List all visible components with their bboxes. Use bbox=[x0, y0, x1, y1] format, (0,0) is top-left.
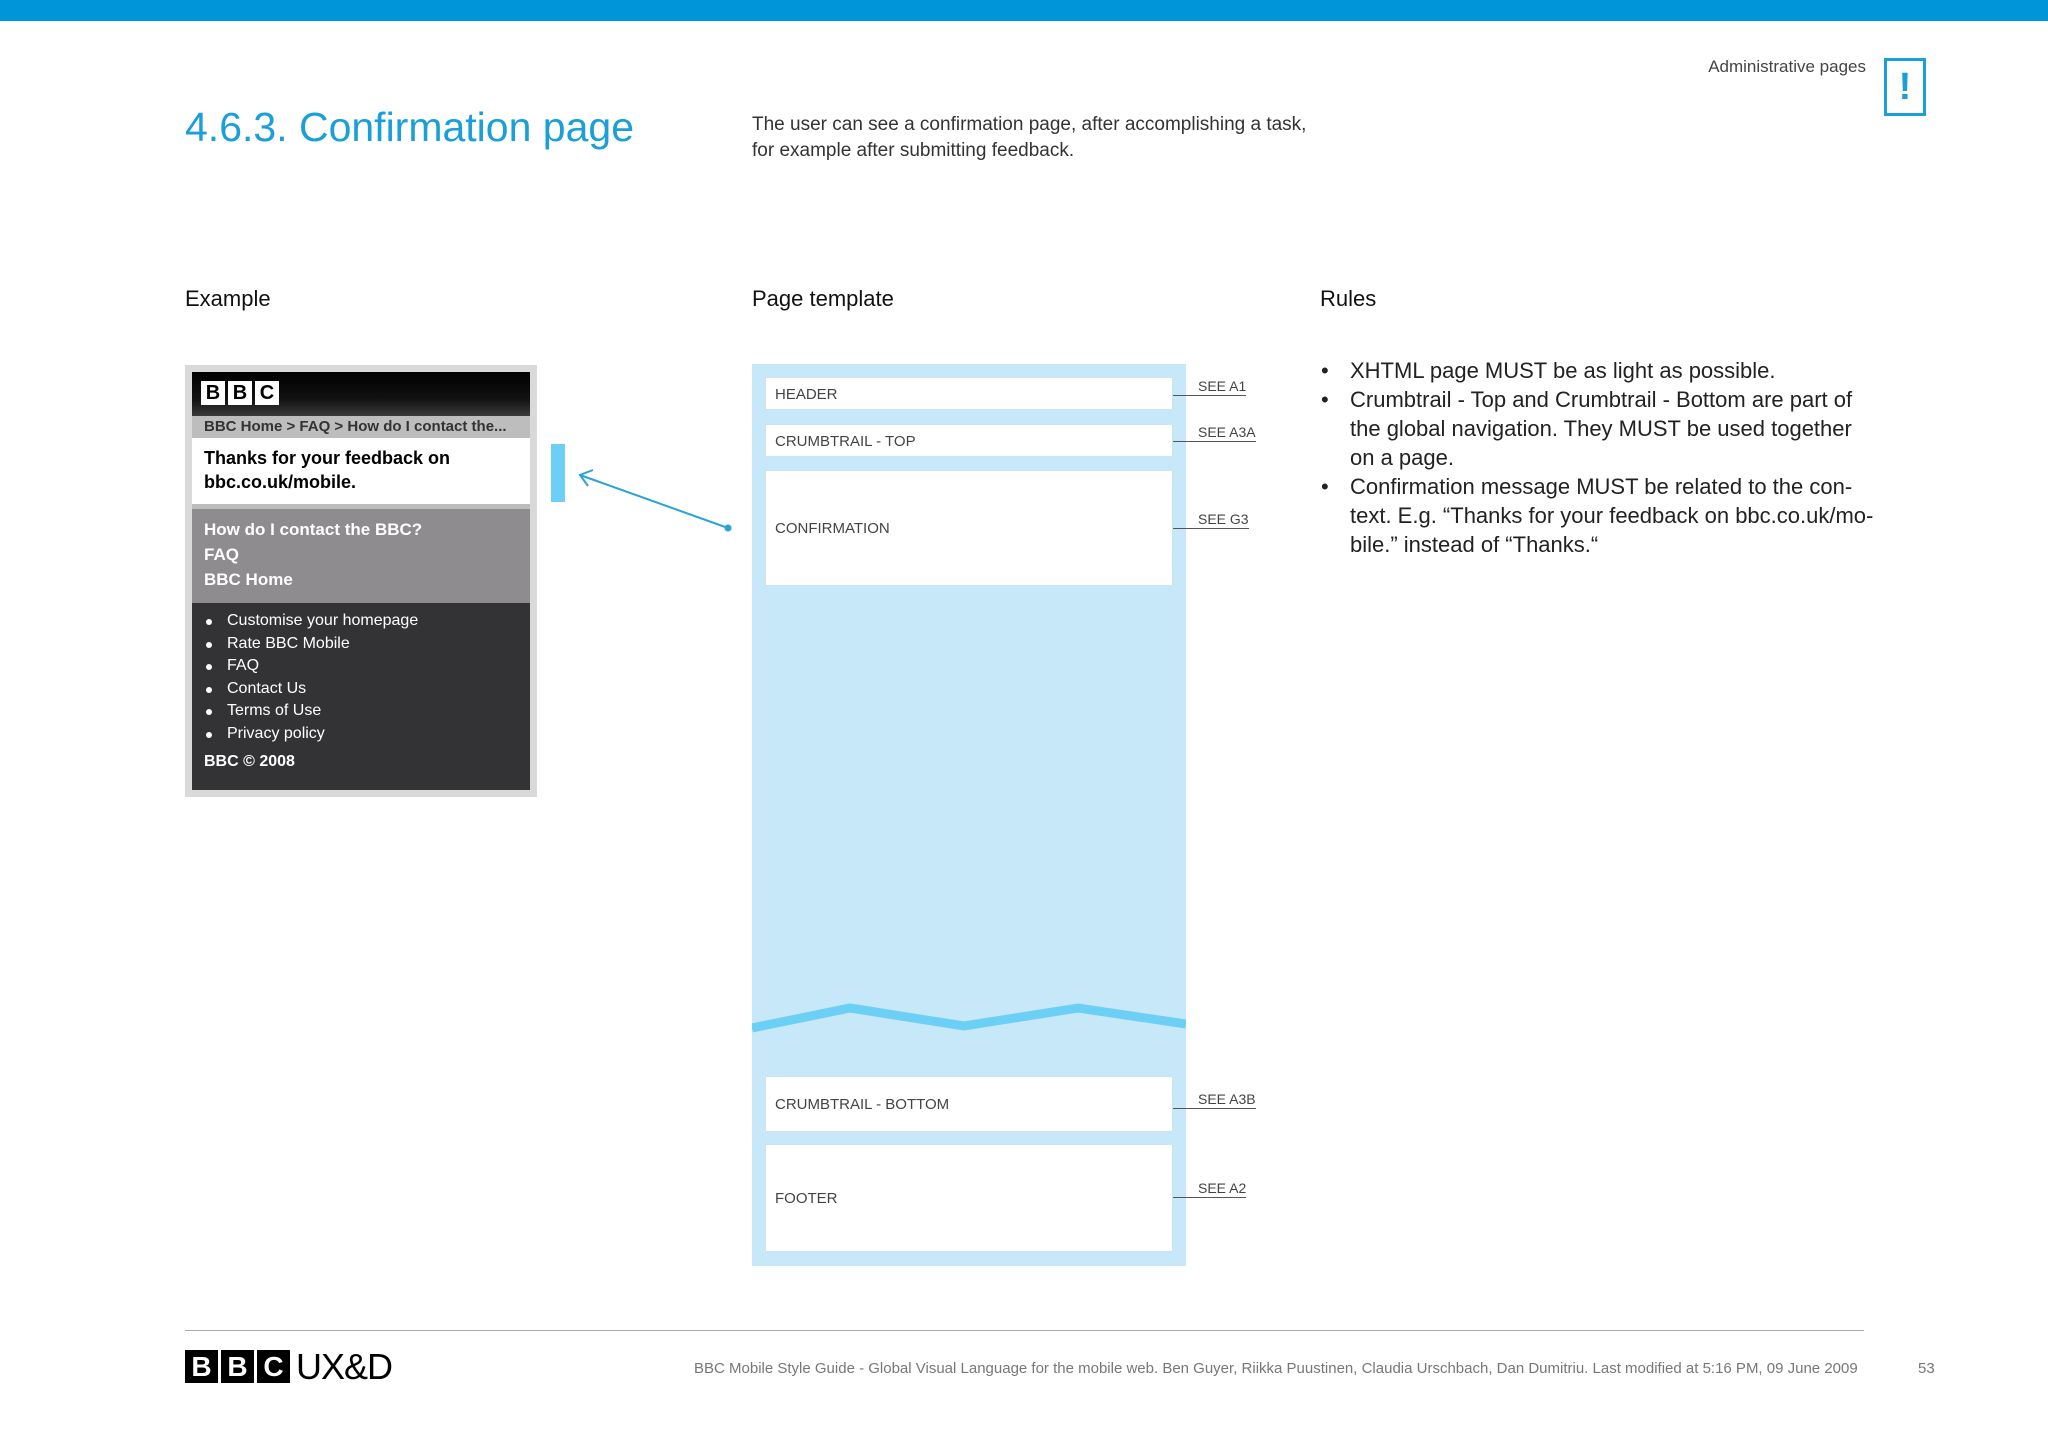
logo-letter: B bbox=[201, 381, 225, 405]
logo-suffix: UX&D bbox=[296, 1346, 393, 1387]
template-crumbtrail-bottom-box bbox=[765, 1076, 1173, 1132]
phone-crumbtrail-top[interactable]: BBC Home > FAQ > How do I contact the... bbox=[192, 416, 530, 438]
footer-link[interactable]: Privacy policy bbox=[204, 723, 530, 746]
rules-list bbox=[1318, 356, 1878, 559]
ref-line bbox=[1173, 528, 1198, 529]
top-accent-bar bbox=[0, 0, 2048, 21]
template-box-label: CRUMBTRAIL - BOTTOM bbox=[775, 1096, 950, 1113]
intro-text: The user can see a confirmation page, after accomplishing a task, for example after submitting feedback. bbox=[752, 114, 1307, 161]
rule-item: • XHTML page MUST be as light as possible. bbox=[1318, 356, 1878, 385]
rules-heading: Rules bbox=[1320, 286, 1377, 311]
logo-letter: B bbox=[228, 381, 252, 405]
page-number: 53 bbox=[1918, 1360, 1935, 1377]
footer-divider bbox=[185, 1330, 1864, 1331]
confirmation-message: Thanks for your feedback on bbc.co.uk/mobile. bbox=[192, 438, 530, 504]
crumb-link[interactable]: BBC Home bbox=[204, 570, 293, 589]
footer-link[interactable]: Contact Us bbox=[204, 678, 530, 701]
footer-link[interactable]: Customise your homepage bbox=[204, 610, 530, 633]
crumb-link[interactable]: FAQ bbox=[204, 545, 239, 564]
example-phone-screenshot bbox=[185, 365, 537, 797]
footer-link[interactable]: Rate BBC Mobile bbox=[204, 633, 530, 656]
footer-link[interactable]: FAQ bbox=[204, 655, 530, 678]
template-crumbtrail-top-box bbox=[765, 424, 1173, 457]
ref-line bbox=[1173, 1197, 1198, 1198]
page-break-wave bbox=[752, 1000, 1186, 1036]
template-box-label: FOOTER bbox=[775, 1190, 838, 1207]
phone-screen bbox=[192, 372, 530, 790]
exclamation-icon: ! bbox=[1884, 58, 1926, 116]
section-label: Administrative pages bbox=[1708, 57, 1866, 76]
ref-line bbox=[1173, 395, 1198, 396]
bbc-logo bbox=[201, 381, 279, 405]
template-confirmation-box bbox=[765, 470, 1173, 586]
logo-block: B bbox=[221, 1350, 254, 1383]
template-footer-box bbox=[765, 1144, 1173, 1252]
ref-label-crumbtrail-top: SEE A3A bbox=[1198, 424, 1256, 440]
page-template-diagram bbox=[752, 364, 1186, 1266]
ref-label-footer: SEE A2 bbox=[1198, 1180, 1247, 1196]
highlight-marker bbox=[551, 444, 565, 502]
template-box-label: CONFIRMATION bbox=[775, 520, 890, 537]
logo-block: B bbox=[185, 1350, 218, 1383]
template-header-box bbox=[765, 377, 1173, 410]
page-title: 4.6.3. Confirmation page bbox=[185, 104, 634, 150]
crumb-link[interactable]: How do I contact the BBC? bbox=[204, 520, 423, 539]
footer-link[interactable]: Terms of Use bbox=[204, 700, 530, 723]
phone-footer bbox=[192, 603, 530, 773]
ref-line bbox=[1173, 1108, 1198, 1109]
phone-header bbox=[192, 372, 530, 416]
ref-label-header: SEE A1 bbox=[1198, 378, 1247, 394]
logo-letter: C bbox=[255, 381, 279, 405]
phone-crumbtrail-bottom bbox=[192, 509, 530, 603]
template-box-label: HEADER bbox=[775, 386, 838, 403]
phone-copyright: BBC © 2008 bbox=[204, 753, 295, 770]
rule-item: • Crumbtrail - Top and Crumbtrail - Bottom are part of the global navigation. They MUST be used together on a page. bbox=[1318, 385, 1878, 472]
ref-label-crumbtrail-bottom: SEE A3B bbox=[1198, 1091, 1256, 1107]
footer-credits: BBC Mobile Style Guide - Global Visual Language for the mobile web. Ben Guyer, Riikka Puustinen, Claudia Urschbach, Dan Dumitriu. Last modified at 5:16 PM, 09 June 2009 bbox=[694, 1360, 1858, 1377]
template-heading: Page template bbox=[752, 286, 894, 311]
ref-line bbox=[1173, 441, 1198, 442]
rule-item: • Confirmation message MUST be related to the con-text. E.g. “Thanks for your feedback on bbc.co.uk/mo-bile.” instead of “Thanks.“ bbox=[1318, 472, 1878, 559]
template-box-label: CRUMBTRAIL - TOP bbox=[775, 433, 916, 450]
ref-label-confirmation: SEE G3 bbox=[1198, 511, 1249, 527]
bbc-uxd-logo bbox=[185, 1346, 393, 1387]
example-heading: Example bbox=[185, 286, 271, 311]
connector-arrow bbox=[570, 466, 736, 534]
logo-block: C bbox=[257, 1350, 290, 1383]
